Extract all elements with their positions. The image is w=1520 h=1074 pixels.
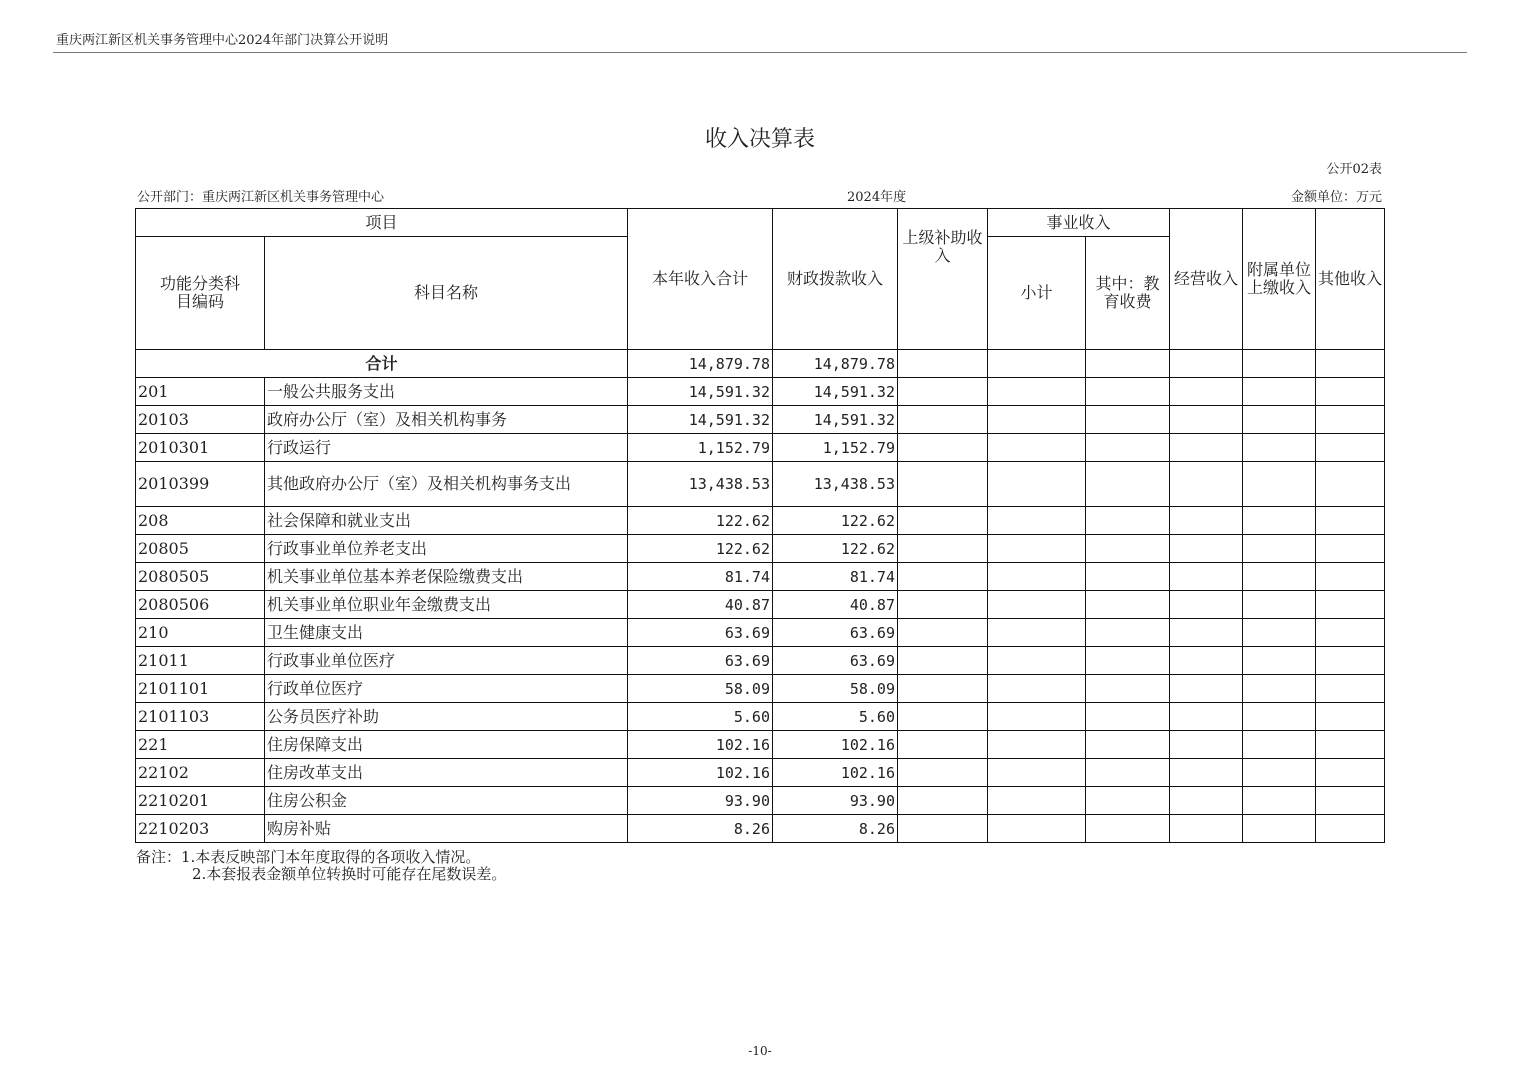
table-number: 公开02表	[1326, 162, 1382, 177]
empty-cell	[1170, 563, 1243, 591]
row-name: 行政运行	[265, 434, 628, 462]
row-total-income: 81.74	[628, 563, 773, 591]
empty-cell	[1243, 815, 1316, 843]
row-fiscal-income: 40.87	[773, 591, 898, 619]
empty-cell	[1170, 378, 1243, 406]
page-title: 收入决算表	[704, 127, 815, 152]
row-name: 公务员医疗补助	[265, 703, 628, 731]
table-row	[136, 787, 1385, 815]
row-fiscal-income: 81.74	[773, 563, 898, 591]
empty-cell	[988, 787, 1086, 815]
row-code: 2210203	[136, 815, 265, 843]
empty-cell	[988, 591, 1086, 619]
empty-cell	[1243, 787, 1316, 815]
table-row	[136, 434, 1385, 462]
table-row	[136, 619, 1385, 647]
row-code: 2010301	[136, 434, 265, 462]
empty-cell	[988, 378, 1086, 406]
empty-cell	[898, 619, 988, 647]
header-total-income: 本年收入合计	[628, 209, 773, 350]
row-name: 住房改革支出	[265, 759, 628, 787]
page-number: -10-	[748, 1044, 772, 1058]
notes	[136, 849, 506, 883]
table-row	[136, 406, 1385, 434]
empty-cell	[898, 462, 988, 507]
empty-cell	[988, 675, 1086, 703]
empty-cell	[1316, 759, 1385, 787]
row-total-income: 1,152.79	[628, 434, 773, 462]
empty-cell	[1086, 759, 1170, 787]
row-name: 行政事业单位养老支出	[265, 535, 628, 563]
empty-cell	[1316, 815, 1385, 843]
empty-cell	[1243, 759, 1316, 787]
total-income-value: 14,879.78	[628, 350, 773, 378]
empty-cell	[1316, 563, 1385, 591]
header-superior-subsidy: 上级补助收入	[898, 209, 988, 350]
header-education-fees: 其中：教育收费	[1086, 237, 1170, 350]
row-fiscal-income: 14,591.32	[773, 406, 898, 434]
empty-cell	[1086, 535, 1170, 563]
empty-cell	[1316, 591, 1385, 619]
row-name: 其他政府办公厅（室）及相关机构事务支出	[265, 462, 628, 507]
empty-cell	[898, 350, 988, 378]
empty-cell	[1086, 350, 1170, 378]
row-total-income: 58.09	[628, 675, 773, 703]
row-fiscal-income: 5.60	[773, 703, 898, 731]
empty-cell	[1086, 378, 1170, 406]
table-row	[136, 675, 1385, 703]
empty-cell	[1170, 350, 1243, 378]
row-code: 201	[136, 378, 265, 406]
empty-cell	[988, 619, 1086, 647]
empty-cell	[1243, 350, 1316, 378]
currency-unit-label: 金额单位：万元	[1290, 190, 1382, 205]
row-total-income: 14,591.32	[628, 406, 773, 434]
row-code: 2210201	[136, 787, 265, 815]
empty-cell	[1316, 675, 1385, 703]
empty-cell	[988, 759, 1086, 787]
row-code: 210	[136, 619, 265, 647]
empty-cell	[988, 434, 1086, 462]
empty-cell	[988, 507, 1086, 535]
row-code: 2080505	[136, 563, 265, 591]
row-code: 21011	[136, 647, 265, 675]
row-code: 2080506	[136, 591, 265, 619]
empty-cell	[1316, 378, 1385, 406]
empty-cell	[1316, 350, 1385, 378]
empty-cell	[1316, 787, 1385, 815]
row-name: 政府办公厅（室）及相关机构事务	[265, 406, 628, 434]
empty-cell	[1086, 434, 1170, 462]
empty-cell	[1316, 731, 1385, 759]
header-divider	[53, 52, 1467, 53]
row-name: 社会保障和就业支出	[265, 507, 628, 535]
row-fiscal-income: 63.69	[773, 647, 898, 675]
empty-cell	[1243, 703, 1316, 731]
empty-cell	[898, 759, 988, 787]
empty-cell	[1243, 591, 1316, 619]
empty-cell	[1316, 619, 1385, 647]
income-table	[135, 208, 1385, 843]
table-row	[136, 462, 1385, 507]
row-fiscal-income: 122.62	[773, 535, 898, 563]
table-row	[136, 647, 1385, 675]
empty-cell	[988, 406, 1086, 434]
row-total-income: 14,591.32	[628, 378, 773, 406]
empty-cell	[1316, 647, 1385, 675]
empty-cell	[988, 731, 1086, 759]
empty-cell	[898, 815, 988, 843]
empty-cell	[898, 406, 988, 434]
empty-cell	[1170, 462, 1243, 507]
row-code: 221	[136, 731, 265, 759]
empty-cell	[898, 378, 988, 406]
row-fiscal-income: 8.26	[773, 815, 898, 843]
row-total-income: 5.60	[628, 703, 773, 731]
row-fiscal-income: 93.90	[773, 787, 898, 815]
note-line-2: 2.本套报表金额单位转换时可能存在尾数误差。	[192, 865, 507, 883]
table-row	[136, 507, 1385, 535]
empty-cell	[1086, 563, 1170, 591]
table-row	[136, 591, 1385, 619]
empty-cell	[1243, 619, 1316, 647]
empty-cell	[1086, 647, 1170, 675]
empty-cell	[1170, 591, 1243, 619]
running-header: 重庆两江新区机关事务管理中心2024年部门决算公开说明	[56, 33, 389, 48]
empty-cell	[1086, 787, 1170, 815]
table-row	[136, 731, 1385, 759]
empty-cell	[1316, 535, 1385, 563]
empty-cell	[1086, 815, 1170, 843]
header-item-name: 科目名称	[265, 237, 628, 350]
row-code: 2101101	[136, 675, 265, 703]
row-name: 机关事业单位基本养老保险缴费支出	[265, 563, 628, 591]
row-fiscal-income: 102.16	[773, 731, 898, 759]
empty-cell	[1243, 406, 1316, 434]
row-code: 2101103	[136, 703, 265, 731]
table-row	[136, 535, 1385, 563]
empty-cell	[1086, 703, 1170, 731]
total-fiscal-value: 14,879.78	[773, 350, 898, 378]
empty-cell	[1316, 406, 1385, 434]
empty-cell	[988, 462, 1086, 507]
row-total-income: 63.69	[628, 647, 773, 675]
empty-cell	[898, 647, 988, 675]
empty-cell	[988, 535, 1086, 563]
row-name: 住房保障支出	[265, 731, 628, 759]
empty-cell	[1243, 563, 1316, 591]
fiscal-year-label: 2024年度	[847, 190, 907, 205]
empty-cell	[1170, 703, 1243, 731]
header-affiliated-income: 附属单位上缴收入	[1243, 209, 1316, 350]
row-total-income: 13,438.53	[628, 462, 773, 507]
total-label: 合计	[136, 350, 628, 378]
row-total-income: 8.26	[628, 815, 773, 843]
table-row	[136, 815, 1385, 843]
row-total-income: 63.69	[628, 619, 773, 647]
empty-cell	[1170, 406, 1243, 434]
header-operating-income: 经营收入	[1170, 209, 1243, 350]
row-name: 一般公共服务支出	[265, 378, 628, 406]
empty-cell	[1086, 406, 1170, 434]
empty-cell	[988, 815, 1086, 843]
empty-cell	[898, 703, 988, 731]
empty-cell	[1170, 434, 1243, 462]
row-name: 购房补贴	[265, 815, 628, 843]
row-total-income: 40.87	[628, 591, 773, 619]
empty-cell	[1243, 647, 1316, 675]
empty-cell	[1086, 507, 1170, 535]
empty-cell	[898, 434, 988, 462]
empty-cell	[1243, 675, 1316, 703]
header-business-subtotal: 小计	[988, 237, 1086, 350]
empty-cell	[898, 787, 988, 815]
empty-cell	[1243, 462, 1316, 507]
header-fiscal-appropriation: 财政拨款收入	[773, 209, 898, 350]
row-fiscal-income: 102.16	[773, 759, 898, 787]
empty-cell	[1170, 647, 1243, 675]
row-name: 行政事业单位医疗	[265, 647, 628, 675]
row-fiscal-income: 58.09	[773, 675, 898, 703]
row-fiscal-income: 14,591.32	[773, 378, 898, 406]
empty-cell	[1243, 731, 1316, 759]
empty-cell	[1170, 619, 1243, 647]
empty-cell	[1170, 759, 1243, 787]
empty-cell	[1243, 507, 1316, 535]
empty-cell	[1316, 507, 1385, 535]
table-row	[136, 378, 1385, 406]
row-code: 208	[136, 507, 265, 535]
row-fiscal-income: 63.69	[773, 619, 898, 647]
empty-cell	[898, 675, 988, 703]
row-code: 22102	[136, 759, 265, 787]
row-total-income: 102.16	[628, 759, 773, 787]
empty-cell	[1243, 378, 1316, 406]
row-code: 20805	[136, 535, 265, 563]
row-total-income: 122.62	[628, 535, 773, 563]
empty-cell	[988, 563, 1086, 591]
row-name: 机关事业单位职业年金缴费支出	[265, 591, 628, 619]
empty-cell	[1170, 787, 1243, 815]
empty-cell	[1170, 535, 1243, 563]
empty-cell	[1316, 434, 1385, 462]
header-project: 项目	[136, 209, 628, 237]
empty-cell	[1086, 731, 1170, 759]
empty-cell	[1086, 675, 1170, 703]
row-name: 行政单位医疗	[265, 675, 628, 703]
row-fiscal-income: 122.62	[773, 507, 898, 535]
empty-cell	[988, 703, 1086, 731]
note-line-1: 备注：1.本表反映部门本年度取得的各项收入情况。	[136, 848, 481, 866]
empty-cell	[988, 647, 1086, 675]
empty-cell	[988, 350, 1086, 378]
empty-cell	[1170, 507, 1243, 535]
empty-cell	[1086, 591, 1170, 619]
row-name: 卫生健康支出	[265, 619, 628, 647]
empty-cell	[898, 591, 988, 619]
empty-cell	[1086, 462, 1170, 507]
empty-cell	[1170, 731, 1243, 759]
row-total-income: 122.62	[628, 507, 773, 535]
row-total-income: 93.90	[628, 787, 773, 815]
empty-cell	[1243, 434, 1316, 462]
row-fiscal-income: 1,152.79	[773, 434, 898, 462]
empty-cell	[1170, 815, 1243, 843]
header-function-code: 功能分类科目编码	[136, 237, 265, 350]
header-other-income: 其他收入	[1316, 209, 1385, 350]
empty-cell	[898, 535, 988, 563]
row-code: 20103	[136, 406, 265, 434]
empty-cell	[1316, 703, 1385, 731]
empty-cell	[898, 731, 988, 759]
empty-cell	[898, 507, 988, 535]
header-business-income: 事业收入	[988, 209, 1170, 237]
table-row	[136, 759, 1385, 787]
empty-cell	[1316, 462, 1385, 507]
empty-cell	[1086, 619, 1170, 647]
row-code: 2010399	[136, 462, 265, 507]
department-label: 公开部门：重庆两江新区机关事务管理中心	[137, 190, 385, 205]
row-name: 住房公积金	[265, 787, 628, 815]
empty-cell	[1243, 535, 1316, 563]
empty-cell	[898, 563, 988, 591]
table-row	[136, 563, 1385, 591]
row-fiscal-income: 13,438.53	[773, 462, 898, 507]
table-row	[136, 703, 1385, 731]
empty-cell	[1170, 675, 1243, 703]
row-total-income: 102.16	[628, 731, 773, 759]
